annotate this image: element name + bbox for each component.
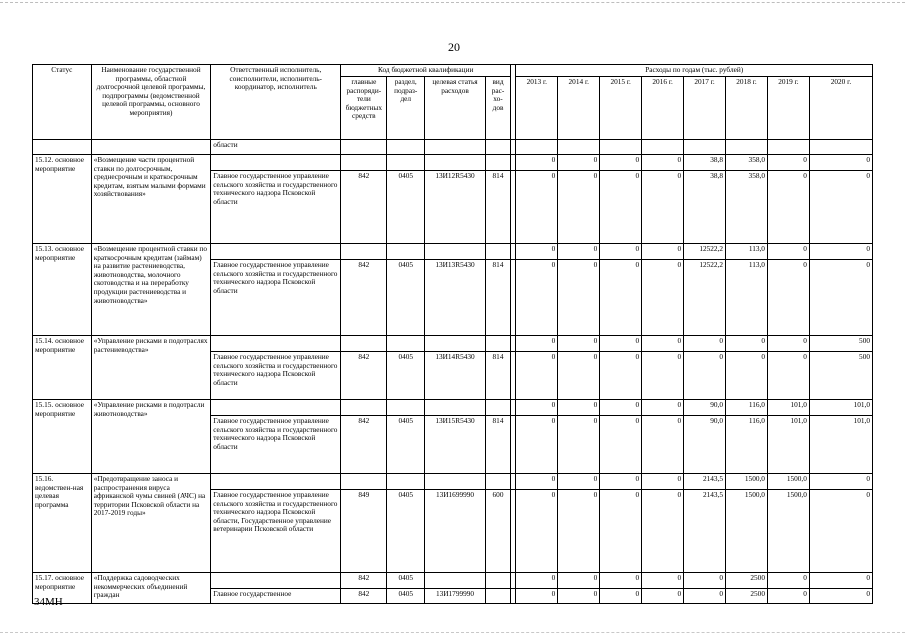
year-value-cell: 1500,0 xyxy=(726,474,768,490)
expense-type-cell: 600 xyxy=(485,490,510,573)
year-value-cell: 0 xyxy=(767,155,809,171)
year-value-cell: 0 xyxy=(642,260,684,336)
header-year: 2020 г. xyxy=(809,77,872,140)
year-value-cell: 0 xyxy=(516,336,558,352)
scan-top-edge xyxy=(0,2,905,3)
executor-cell xyxy=(211,474,341,490)
year-value-cell: 0 xyxy=(558,336,600,352)
expense-type-cell: 814 xyxy=(485,171,510,244)
year-value-cell: 0 xyxy=(642,244,684,260)
expense-type-cell xyxy=(485,573,510,589)
year-value-cell: 0 xyxy=(516,589,558,604)
year-value-cell: 90,0 xyxy=(684,416,726,474)
year-value-cell: 0 xyxy=(516,400,558,416)
year-value-cell: 0 xyxy=(767,573,809,589)
executor-cell: Главное государственное управление сельского хозяйства и государственного технического надзора Псковской области xyxy=(211,260,341,336)
header-year: 2018 г. xyxy=(726,77,768,140)
grbs-cell xyxy=(341,400,387,416)
year-value-cell: 0 xyxy=(600,474,642,490)
year-value-cell: 0 xyxy=(600,336,642,352)
name-cell: «Управление рисками в подотраслях растениеводства» xyxy=(91,336,211,400)
year-value-cell: 0 xyxy=(516,171,558,244)
target-item-cell xyxy=(425,400,486,416)
year-value-cell: 0 xyxy=(642,573,684,589)
expense-type-cell xyxy=(485,244,510,260)
executor-cell xyxy=(211,244,341,260)
year-value-cell: 1500,0 xyxy=(726,490,768,573)
target-item-cell: 13И14R5430 xyxy=(425,352,486,400)
year-value-cell: 0 xyxy=(767,336,809,352)
section-cell: 0405 xyxy=(387,352,425,400)
table-row xyxy=(33,155,873,171)
year-value-cell: 116,0 xyxy=(726,416,768,474)
year-value-cell: 0 xyxy=(726,336,768,352)
status-cell: 15.12. основное мероприятие xyxy=(33,155,92,244)
section-cell: 0405 xyxy=(387,589,425,604)
grbs-cell: 842 xyxy=(341,171,387,244)
year-value-cell: 90,0 xyxy=(684,400,726,416)
continuation-cell xyxy=(91,140,211,155)
year-value-cell: 38,8 xyxy=(684,155,726,171)
grbs-cell: 842 xyxy=(341,573,387,589)
year-value-cell: 0 xyxy=(809,244,872,260)
year-value-cell: 0 xyxy=(558,155,600,171)
section-cell: 0405 xyxy=(387,260,425,336)
executor-cell: Главное государственное управление сельского хозяйства и государственного технического надзора Псковской области xyxy=(211,416,341,474)
target-item-cell: 13И13R5430 xyxy=(425,260,486,336)
target-item-cell xyxy=(425,155,486,171)
year-value-cell: 0 xyxy=(558,260,600,336)
expense-type-cell: 814 xyxy=(485,352,510,400)
expense-type-cell xyxy=(485,400,510,416)
year-value-cell: 0 xyxy=(684,589,726,604)
scan-bottom-edge xyxy=(0,632,905,633)
year-value-cell: 116,0 xyxy=(726,400,768,416)
table-row xyxy=(33,474,873,490)
grbs-cell: 842 xyxy=(341,260,387,336)
header-year: 2014 г. xyxy=(558,77,600,140)
section-cell xyxy=(387,336,425,352)
year-value-cell: 2500 xyxy=(726,589,768,604)
year-value-cell: 0 xyxy=(642,589,684,604)
grbs-cell xyxy=(341,474,387,490)
expense-type-cell xyxy=(485,474,510,490)
expense-type-cell xyxy=(485,589,510,604)
grbs-cell: 842 xyxy=(341,352,387,400)
year-value-cell: 0 xyxy=(516,155,558,171)
year-value-cell: 0 xyxy=(809,260,872,336)
expense-type-cell xyxy=(485,336,510,352)
year-value-cell: 0 xyxy=(558,352,600,400)
year-value-cell: 0 xyxy=(642,336,684,352)
status-cell: 15.14. основное мероприятие xyxy=(33,336,92,400)
year-value-cell: 113,0 xyxy=(726,260,768,336)
year-value-cell: 0 xyxy=(767,589,809,604)
section-cell: 0405 xyxy=(387,416,425,474)
year-value-cell: 2500 xyxy=(726,573,768,589)
table-row xyxy=(33,244,873,260)
expense-type-cell xyxy=(485,155,510,171)
year-value-cell: 0 xyxy=(684,336,726,352)
year-value-cell: 0 xyxy=(558,474,600,490)
table-row xyxy=(33,573,873,589)
year-value-cell: 0 xyxy=(767,244,809,260)
year-value-cell: 0 xyxy=(600,573,642,589)
section-cell: 0405 xyxy=(387,171,425,244)
year-value-cell: 0 xyxy=(767,260,809,336)
year-value-cell: 0 xyxy=(600,155,642,171)
year-value-cell: 2143,5 xyxy=(684,474,726,490)
table-row xyxy=(33,400,873,416)
target-item-cell: 13И1799990 xyxy=(425,589,486,604)
year-value-cell: 113,0 xyxy=(726,244,768,260)
header-budget-code: Код бюджетной квалификации xyxy=(341,65,511,77)
year-value-cell: 101,0 xyxy=(809,416,872,474)
target-item-cell xyxy=(425,573,486,589)
name-cell: «Поддержка садоводческих некоммерческих объединений граждан xyxy=(91,573,211,604)
header-year: 2019 г. xyxy=(767,77,809,140)
header-year: 2016 г. xyxy=(642,77,684,140)
target-item-cell: 13И12R5430 xyxy=(425,171,486,244)
table-row xyxy=(33,336,873,352)
continuation-cell xyxy=(33,140,92,155)
year-value-cell: 0 xyxy=(558,244,600,260)
year-value-cell: 0 xyxy=(600,490,642,573)
executor-cell: Главное государственное управление сельского хозяйства и государственного технического надзора Псковской области xyxy=(211,352,341,400)
header-name: Наименование государственной программы, областной долгосрочной целевой программы, подпрограммы (ведомственной целевой программы, основного мероприятия) xyxy=(91,65,211,140)
year-value-cell: 38,8 xyxy=(684,171,726,244)
year-value-cell: 0 xyxy=(642,352,684,400)
year-value-cell: 12522,2 xyxy=(684,260,726,336)
executor-cell: Главное государственное управление сельского хозяйства и государственного технического надзора Псковской области, Государственное управление ветеринарии Псковской области xyxy=(211,490,341,573)
header-expenses: Расходы по годам (тыс. рублей) xyxy=(516,65,873,77)
year-value-cell: 0 xyxy=(600,171,642,244)
name-cell: «Предотвращение заноса и распространения вируса африканской чумы свиней (АЧС) на территории Псковской области на 2017-2019 годы» xyxy=(91,474,211,573)
year-value-cell: 0 xyxy=(600,244,642,260)
year-value-cell: 0 xyxy=(809,155,872,171)
year-value-cell: 0 xyxy=(809,589,872,604)
year-value-cell: 0 xyxy=(642,474,684,490)
year-value-cell: 0 xyxy=(684,352,726,400)
section-cell xyxy=(387,400,425,416)
grbs-cell: 842 xyxy=(341,589,387,604)
executor-cell xyxy=(211,155,341,171)
name-cell: «Возмещение процентной ставки по краткосрочным кредитам (займам) на развитие растениеводства, животноводства, молочного скотоводства и на переработку продукции растениеводства и животноводства» xyxy=(91,244,211,336)
year-value-cell: 0 xyxy=(600,352,642,400)
year-value-cell: 0 xyxy=(516,490,558,573)
year-value-cell: 0 xyxy=(600,589,642,604)
year-value-cell: 0 xyxy=(767,171,809,244)
header-section: раздел, подраз-дел xyxy=(387,77,425,140)
year-value-cell: 0 xyxy=(516,260,558,336)
year-value-cell: 2143,5 xyxy=(684,490,726,573)
year-value-cell: 0 xyxy=(558,400,600,416)
footer-code: 34МН xyxy=(34,596,63,608)
name-cell: «Возмещение части процентной ставки по долгосрочным, среднесрочным и краткосрочным кредитам, взятым малыми формами хозяйствования» xyxy=(91,155,211,244)
year-value-cell: 0 xyxy=(600,416,642,474)
year-value-cell: 1500,0 xyxy=(767,490,809,573)
expense-type-cell: 814 xyxy=(485,260,510,336)
year-value-cell: 0 xyxy=(809,490,872,573)
year-value-cell: 0 xyxy=(809,474,872,490)
year-value-cell: 0 xyxy=(684,573,726,589)
year-value-cell: 0 xyxy=(516,573,558,589)
year-value-cell: 0 xyxy=(516,352,558,400)
year-value-cell: 500 xyxy=(809,336,872,352)
year-value-cell: 0 xyxy=(809,573,872,589)
section-cell: 0405 xyxy=(387,573,425,589)
year-value-cell: 0 xyxy=(642,155,684,171)
target-item-cell: 13И15R5430 xyxy=(425,416,486,474)
year-value-cell: 101,0 xyxy=(767,416,809,474)
executor-cell xyxy=(211,400,341,416)
name-cell: «Управление рисками в подотрасли животноводства» xyxy=(91,400,211,474)
year-value-cell: 0 xyxy=(600,400,642,416)
status-cell: 15.13. основное мероприятие xyxy=(33,244,92,336)
year-value-cell: 0 xyxy=(642,416,684,474)
header-year: 2015 г. xyxy=(600,77,642,140)
section-cell xyxy=(387,155,425,171)
grbs-cell xyxy=(341,155,387,171)
year-value-cell: 0 xyxy=(558,416,600,474)
executor-cell: Главное государственное управление сельского хозяйства и государственного технического надзора Псковской области xyxy=(211,171,341,244)
target-item-cell xyxy=(425,474,486,490)
target-item-cell xyxy=(425,244,486,260)
header-year: 2017 г. xyxy=(684,77,726,140)
header-target-item: целевая статья расходов xyxy=(425,77,486,140)
header-status: Статус xyxy=(33,65,92,140)
executor-cell xyxy=(211,336,341,352)
section-cell xyxy=(387,244,425,260)
header-grbs: главные распоряди-тели бюджетных средств xyxy=(341,77,387,140)
year-value-cell: 0 xyxy=(642,490,684,573)
status-cell: 15.15. основное мероприятие xyxy=(33,400,92,474)
grbs-cell: 842 xyxy=(341,416,387,474)
header-year: 2013 г. xyxy=(516,77,558,140)
grbs-cell: 849 xyxy=(341,490,387,573)
header-expense-type: вид рас-хо-дов xyxy=(485,77,510,140)
year-value-cell: 101,0 xyxy=(809,400,872,416)
status-cell: 15.17. основное мероприятие xyxy=(33,573,92,604)
grbs-cell xyxy=(341,336,387,352)
year-value-cell: 0 xyxy=(558,589,600,604)
year-value-cell: 0 xyxy=(558,490,600,573)
year-value-cell: 0 xyxy=(767,352,809,400)
grbs-cell xyxy=(341,244,387,260)
year-value-cell: 0 xyxy=(516,474,558,490)
expense-type-cell: 814 xyxy=(485,416,510,474)
year-value-cell: 0 xyxy=(558,171,600,244)
year-value-cell: 0 xyxy=(809,171,872,244)
year-value-cell: 358,0 xyxy=(726,171,768,244)
year-value-cell: 0 xyxy=(726,352,768,400)
target-item-cell xyxy=(425,336,486,352)
status-cell: 15.16. ведомствен-ная целевая программа xyxy=(33,474,92,573)
year-value-cell: 1500,0 xyxy=(767,474,809,490)
year-value-cell: 0 xyxy=(642,400,684,416)
section-cell: 0405 xyxy=(387,490,425,573)
year-value-cell: 500 xyxy=(809,352,872,400)
year-value-cell: 0 xyxy=(516,416,558,474)
budget-table xyxy=(32,64,873,604)
page-number: 20 xyxy=(448,40,460,54)
target-item-cell: 13И1699990 xyxy=(425,490,486,573)
year-value-cell: 358,0 xyxy=(726,155,768,171)
header-executor: Ответственный исполнитель, соисполнители, исполнитель-координатор, исполнитель xyxy=(211,65,341,140)
year-value-cell: 0 xyxy=(600,260,642,336)
continuation-text: области xyxy=(211,140,341,155)
section-cell xyxy=(387,474,425,490)
year-value-cell: 12522,2 xyxy=(684,244,726,260)
executor-cell: Главное государственное xyxy=(211,589,341,604)
year-value-cell: 0 xyxy=(642,171,684,244)
year-value-cell: 0 xyxy=(516,244,558,260)
executor-cell xyxy=(211,573,341,589)
year-value-cell: 0 xyxy=(558,573,600,589)
year-value-cell: 101,0 xyxy=(767,400,809,416)
